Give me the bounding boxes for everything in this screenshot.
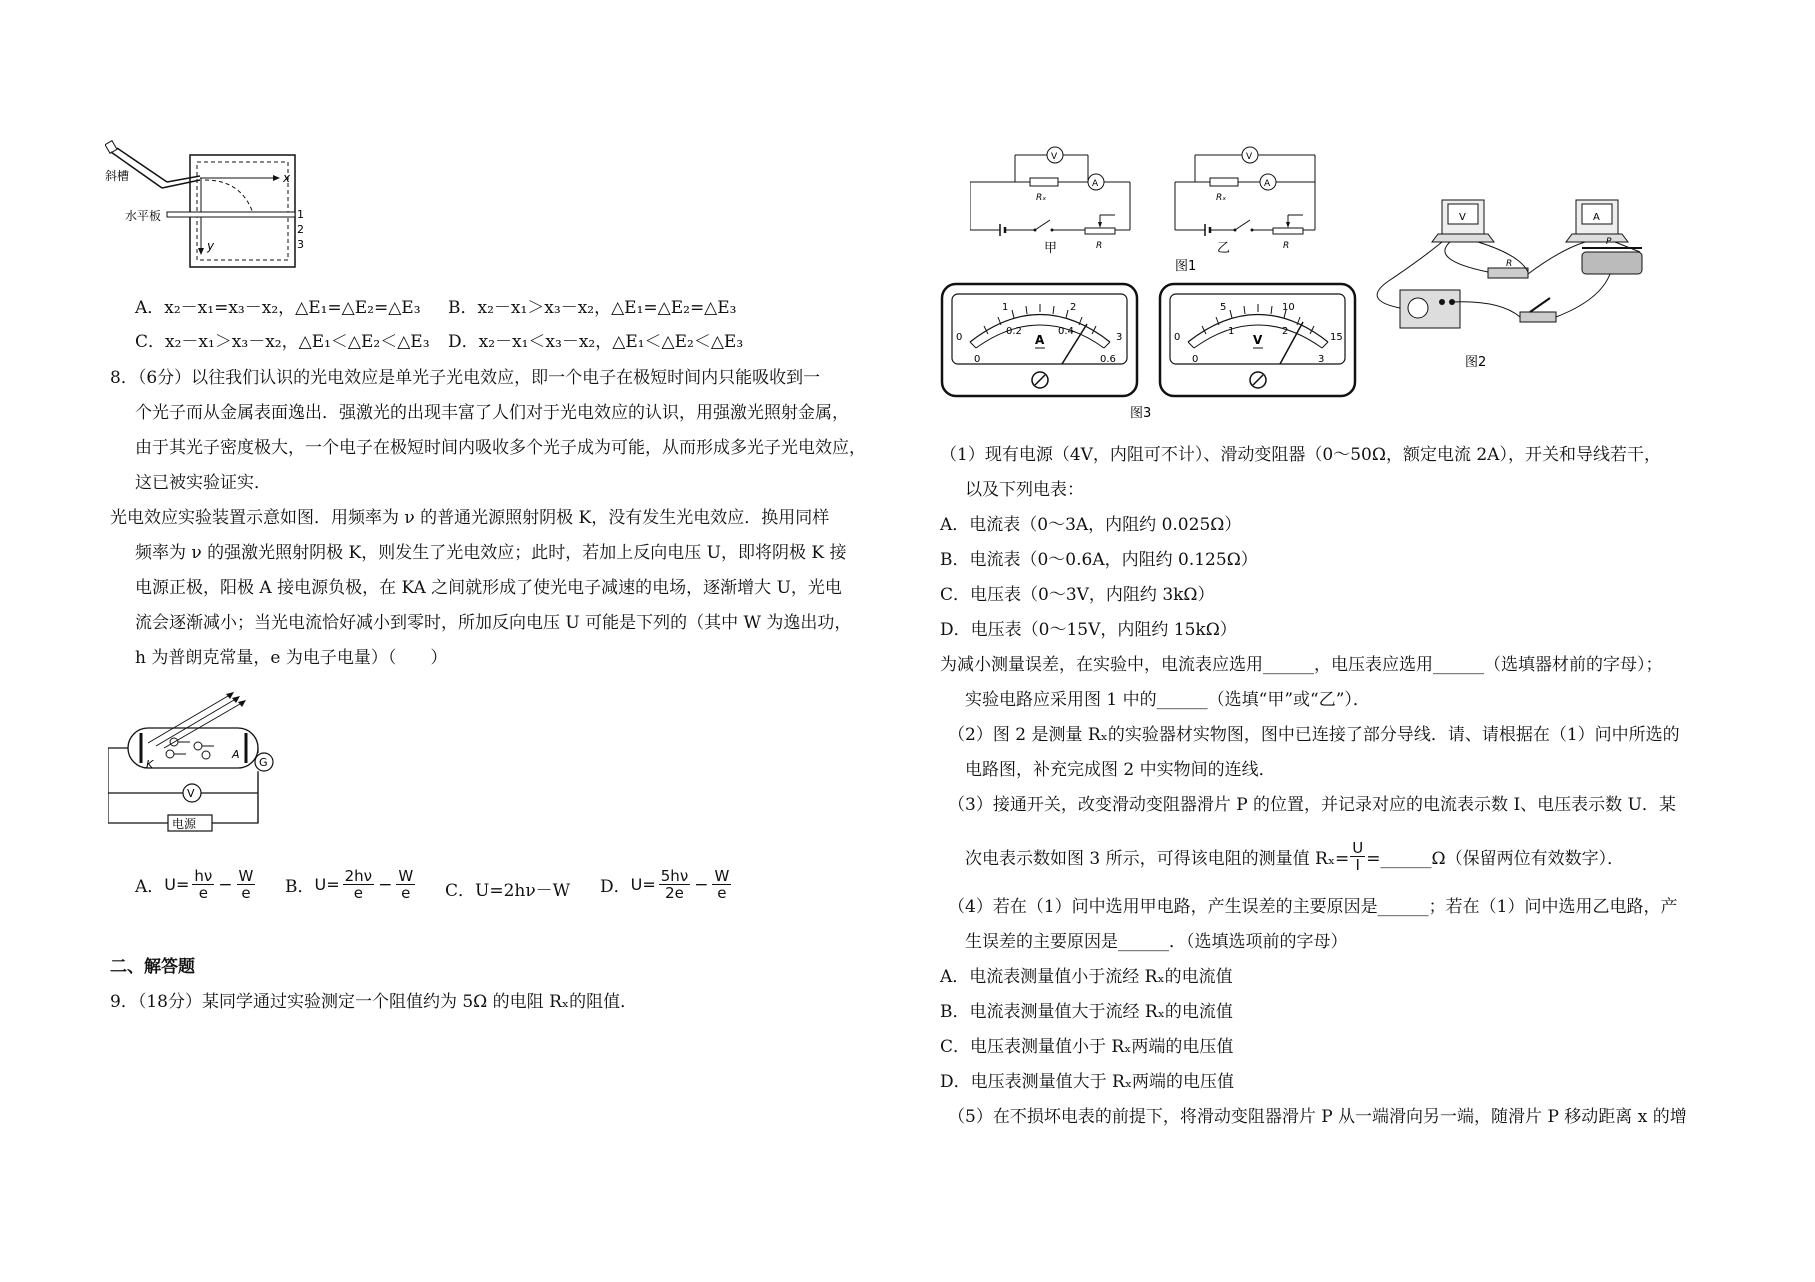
voltmeter-bottom-tick-1: 1 (1228, 326, 1235, 337)
q8-option-a (135, 868, 256, 901)
fig1-caption: 图1 (1175, 259, 1197, 274)
q9-part3-formula (965, 840, 1624, 873)
q8-line-1: 8．（6分）以往我们认识的光电效应是单光子光电效应，即一个电子在极短时间内只能吸收到一 (110, 368, 821, 388)
minus-sign: − (694, 874, 709, 895)
fraction-numerator: hν (194, 867, 213, 885)
meter-figure-3 (940, 282, 1360, 422)
fig1-jia-label: 甲 (1044, 241, 1058, 256)
ammeter-unit: A (1035, 333, 1045, 347)
fraction-numerator: U (1352, 839, 1364, 857)
fraction-numerator: W (714, 867, 730, 885)
q8-option-b (285, 868, 416, 901)
ammeter-bottom-tick-3: 0.6 (1100, 354, 1116, 365)
fig2-caption: 图2 (1465, 355, 1487, 370)
fig2-r: R (1506, 259, 1513, 269)
q9-option-c: C．电压表（0～3V，内阻约 3kΩ） (940, 585, 1215, 605)
voltmeter-top-tick-1: 5 (1220, 302, 1227, 313)
voltmeter-unit: V (1253, 333, 1263, 347)
fig1-jia-rx: Rₓ (1036, 193, 1047, 203)
q7-option-b: B．x₂－x₁＞x₃－x₂，△E₁=△E₂=△E₃ (448, 298, 737, 318)
ammeter-top-tick-0: 0 (956, 332, 963, 343)
q8-line-2: 个光子而从金属表面逸出．强激光的出现丰富了人们对于光电效应的认识，用强激光照射金属， (135, 403, 849, 423)
photoelectric-figure (108, 688, 283, 838)
q9-part1-line-2: 以及下列电表： (965, 480, 1084, 500)
fig2-v: V (1459, 212, 1466, 223)
q9-part4-option-d: D．电压表测量值大于 Rₓ两端的电压值 (940, 1072, 1235, 1092)
q9-part3-formula-post: =______Ω（保留两位有效数字）． (1366, 849, 1625, 869)
fig1-yi-rx: Rₓ (1216, 193, 1227, 203)
section-title: 二、解答题 (110, 957, 195, 977)
fig7-marks-3: 3 (297, 238, 304, 251)
q9-part4-line-2: 生误差的主要原因是______．（选填选项前的字母） (965, 932, 1348, 952)
fig1-jia-v: V (1051, 152, 1058, 162)
fraction-denominator: I (1355, 856, 1360, 874)
q8-line-6: 频率为 ν 的强激光照射阴极 K，则发生了光电效应；此时，若加上反向电压 U，即将阴极 K 接 (135, 543, 847, 563)
circuit-figure-1 (970, 140, 1350, 275)
q8-option-a-u: U= (164, 875, 190, 894)
fraction (1350, 840, 1365, 873)
ammeter-bottom-tick-1: 0.2 (1006, 326, 1022, 337)
q9-part4-option-c: C．电压表测量值小于 Rₓ两端的电压值 (940, 1037, 1234, 1057)
fig1-yi-r: R (1283, 241, 1290, 251)
q8-option-b-label: B． (285, 877, 315, 897)
fig8-label-a: A (232, 748, 240, 761)
q9-select-line-1: 为减小测量误差，在实验中，电流表应选用______，电压表应选用______（选填器材前的字母）； (940, 655, 1663, 675)
fig8-label-source: 电源 (172, 817, 197, 831)
q8-line-4: 这已被实验证实． (135, 473, 271, 493)
q9-part2-line-1: （2）图 2 是测量 Rₓ的实验器材实物图，图中已连接了部分导线．请、请根据在（1）问中所选的 (948, 725, 1680, 745)
fraction-denominator: e (353, 884, 363, 902)
q8-line-9: h 为普朗克常量，e 为电子电量）（ ） (135, 648, 448, 668)
circuit-jia (970, 147, 1130, 256)
q9-part4-option-b: B．电流表测量值大于流经 Rₓ的电流值 (940, 1002, 1233, 1022)
q8-option-c (445, 876, 570, 901)
q8-line-3: 由于其光子密度极大，一个电子在极短时间内吸收多个光子成为可能，从而形成多光子光电效应， (135, 438, 866, 458)
fraction-numerator: W (238, 867, 254, 885)
fraction-denominator: e (198, 884, 208, 902)
fraction (659, 868, 690, 901)
q8-option-d-u: U= (630, 875, 656, 894)
projectile-figure (105, 140, 305, 270)
q9-part4-line-1: （4）若在（1）问中选用甲电路，产生误差的主要原因是______；若在（1）问中选用乙电路，产 (948, 897, 1678, 917)
voltmeter-top-tick-2: 10 (1282, 302, 1295, 313)
q7-option-c: C．x₂－x₁＞x₃－x₂，△E₁＜△E₂＜△E₃ (135, 332, 430, 352)
q9-option-b: B．电流表（0～0.6A，内阻约 0.125Ω） (940, 550, 1258, 570)
fig7-label-plate: 水平板 (125, 209, 162, 223)
fig7-label-chute: 斜槽 (105, 169, 130, 183)
fraction-denominator: e (241, 884, 251, 902)
q8-line-5: 光电效应实验装置示意如图．用频率为 ν 的普通光源照射阴极 K，没有发生光电效应．换用同样 (110, 508, 830, 528)
ammeter-bottom-tick-2: 0.4 (1058, 326, 1074, 337)
q8-option-d (600, 868, 732, 901)
minus-sign: − (378, 874, 393, 895)
fig1-yi-v: V (1246, 152, 1253, 162)
fraction-numerator: W (398, 867, 414, 885)
voltmeter-top-tick-0: 0 (1174, 332, 1181, 343)
voltmeter-bottom-tick-3: 3 (1318, 354, 1325, 365)
q9-part3-line-1: （3）接通开关，改变滑动变阻器滑片 P 的位置，并记录对应的电流表示数 I、电压表示数 U．某 (948, 795, 1676, 815)
fraction-numerator: 5hν (660, 867, 689, 885)
q9-text: 9．（18分）某同学通过实验测定一个阻值约为 5Ω 的电阻 Rₓ的阻值． (110, 992, 638, 1012)
fig2-p: P (1606, 237, 1612, 247)
fraction (343, 868, 374, 901)
q8-line-7: 电源正极，阳极 A 接电源负极，在 KA 之间就形成了使光电子减速的电场，逐渐增大 U，光电 (135, 578, 842, 598)
q8-option-c-label: C．U=2hν－W (445, 881, 571, 901)
q9-part4-option-a: A．电流表测量值小于流经 Rₓ的电流值 (940, 967, 1233, 987)
ammeter-top-tick-1: 1 (1002, 302, 1009, 313)
fraction (712, 868, 731, 901)
fig7-marks-1: 1 (297, 208, 304, 221)
circuit-yi (1175, 147, 1315, 256)
q7-option-a: A．x₂－x₁=x₃－x₂，△E₁=△E₂=△E₃ (135, 298, 421, 318)
fig7-axis-x: x (283, 171, 291, 185)
q9-part2-line-2: 电路图，补充完成图 2 中实物间的连线． (965, 760, 1276, 780)
voltmeter-top-tick-3: 15 (1330, 332, 1343, 343)
minus-sign: − (218, 874, 233, 895)
ammeter-top-tick-2: 2 (1070, 302, 1077, 313)
q9-option-d: D．电压表（0～15V，内阻约 15kΩ） (940, 620, 1237, 640)
fig1-yi-label: 乙 (1217, 241, 1231, 256)
fraction (237, 868, 256, 901)
fraction (192, 868, 214, 901)
q8-line-8: 流会逐渐减小；当光电流恰好减小到零时，所加反向电压 U 可能是下列的（其中 W 为逸出功， (135, 613, 852, 633)
q8-option-a-label: A． (135, 877, 165, 897)
q9-option-a: A．电流表（0～3A，内阻约 0.025Ω） (940, 515, 1242, 535)
q8-option-d-label: D． (600, 877, 631, 897)
apparatus-figure-2 (1360, 190, 1660, 380)
q9-part1-line-1: （1）现有电源（4V，内阻可不计）、滑动变阻器（0～50Ω，额定电流 2A），开关和导线若干， (940, 445, 1661, 465)
fraction-denominator: 2e (665, 884, 684, 902)
q9-part5-line-1: （5）在不损坏电表的前提下，将滑动变阻器滑片 P 从一端滑向另一端，随滑片 P 移动距离 x 的增 (948, 1107, 1687, 1127)
fraction-denominator: e (717, 884, 727, 902)
ammeter-top-tick-3: 3 (1116, 332, 1123, 343)
fig8-label-g: G (259, 756, 268, 769)
ammeter (942, 284, 1137, 396)
fig3-caption: 图3 (1130, 406, 1152, 421)
q9-select-line-2: 实验电路应采用图 1 中的______（选填“甲”或“乙”）． (965, 690, 1370, 710)
fig8-label-v: V (187, 787, 195, 800)
voltmeter-bottom-tick-2: 2 (1282, 326, 1289, 337)
fraction-numerator: 2hν (344, 867, 373, 885)
fig1-jia-a: A (1092, 179, 1099, 189)
fraction (396, 868, 415, 901)
fig7-marks-2: 2 (297, 223, 304, 236)
voltmeter-bottom-tick-0: 0 (1192, 354, 1199, 365)
q8-option-b-u: U= (314, 875, 340, 894)
q9-part3-formula-pre: 次电表示数如图 3 所示，可得该电阻的测量值 Rₓ= (965, 849, 1350, 869)
fig8-label-k: K (146, 758, 154, 771)
q7-option-d: D．x₂－x₁＜x₃－x₂，△E₁＜△E₂＜△E₃ (448, 332, 744, 352)
fig2-a: A (1593, 212, 1600, 223)
fraction-denominator: e (401, 884, 411, 902)
fig1-jia-r: R (1096, 241, 1103, 251)
fig1-yi-a: A (1264, 179, 1271, 189)
voltmeter (1160, 284, 1355, 396)
ammeter-bottom-tick-0: 0 (974, 354, 981, 365)
fig7-axis-y: y (207, 239, 215, 253)
